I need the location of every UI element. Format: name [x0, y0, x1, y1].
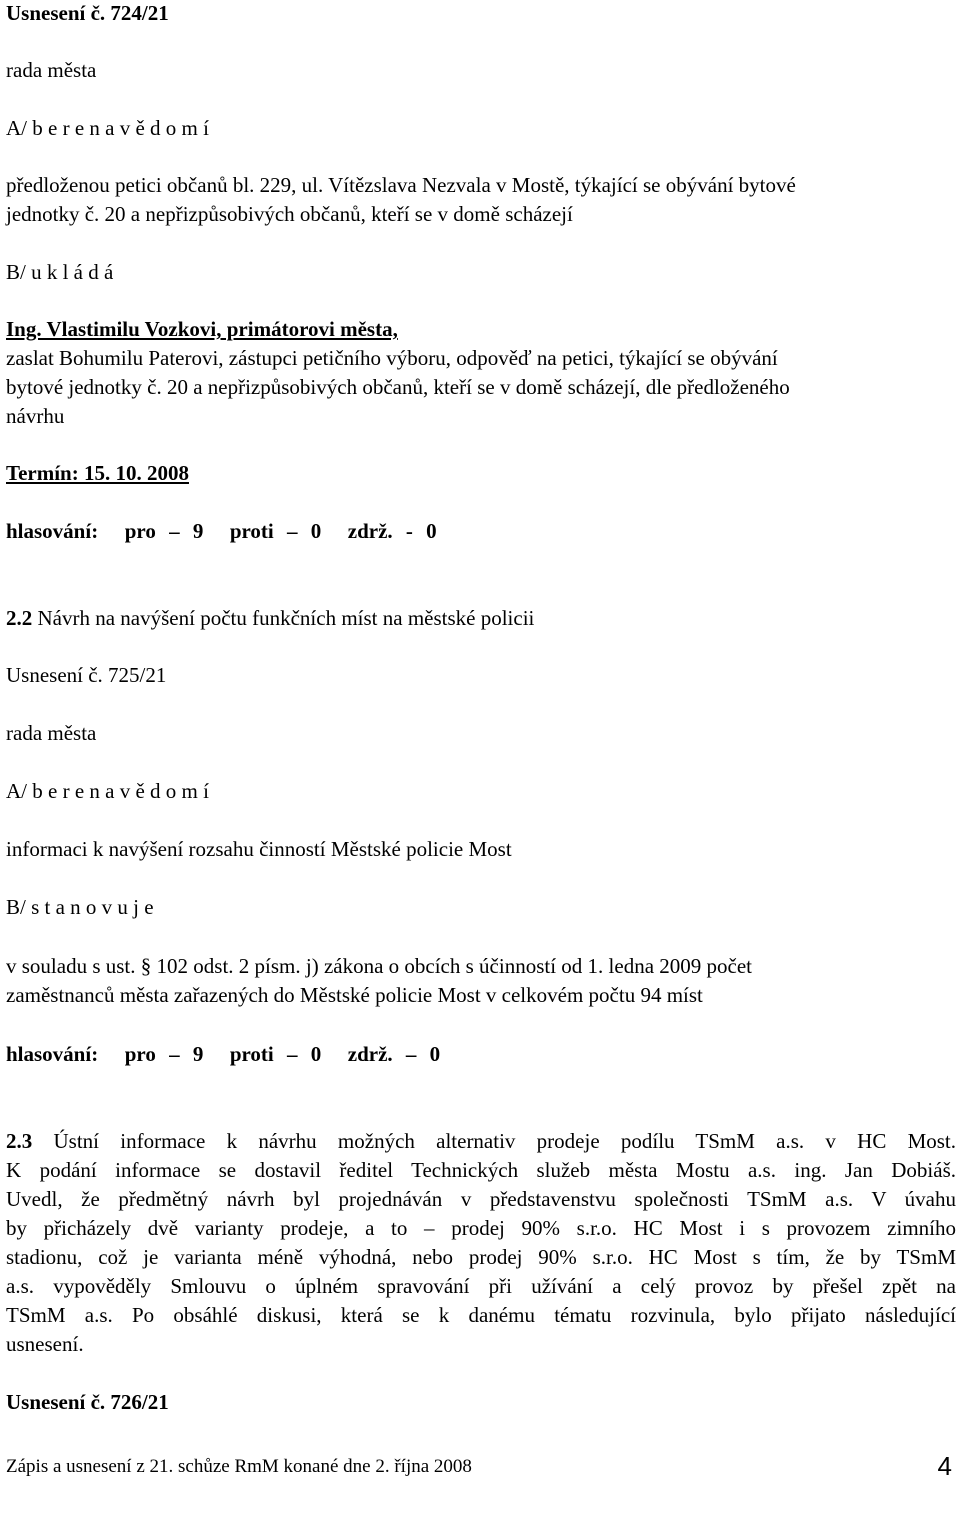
resolution-724-a-label: A/ b e r e n a v ě d o m í: [6, 116, 209, 140]
resolution-724-b-text-2: bytové jednotky č. 20 a nepřizpůsobivých občanů, kteří se v domě scházejí, dle předloženého: [6, 375, 790, 399]
section-2-3-line-6: a.s. vypověděly Smlouvu o úplném spravování při užívání a celý provoz by přešel zpět na: [6, 1274, 956, 1298]
resolution-724-a-text-2: jednotky č. 20 a nepřizpůsobivých občanů, kteří se v domě scházejí: [6, 202, 573, 226]
resolution-724-b-text-3: návrhu: [6, 404, 65, 428]
resolution-725-title: Usnesení č. 725/21: [6, 663, 167, 687]
resolution-725-b-label: B/ s t a n o v u j e: [6, 895, 154, 919]
page-number: 4: [937, 1451, 952, 1481]
section-2-3-line-8: usnesení.: [6, 1332, 84, 1356]
section-2-3-line-1: [6, 1127, 956, 1156]
resolution-724-body: rada města: [6, 58, 97, 82]
section-2-3-line-2: K podání informace se dostavil ředitel Technických služeb města Mostu a.s. ing. Jan Dobiáš.: [6, 1158, 956, 1182]
section-2-3-line-7: TSmM a.s. Po obsáhlé diskusi, která se k danému tématu rozvinula, bylo přijato následující: [6, 1303, 956, 1327]
section-2-3-number: 2.3: [6, 1129, 33, 1153]
section-2-3-line-4: by přicházely dvě varianty prodeje, a to – prodej 90% s.r.o. HC Most i s provozem zimního: [6, 1216, 956, 1240]
section-2-2-heading: [6, 604, 534, 633]
paragraph-symbol: §: [140, 954, 152, 978]
resolution-725-a-text: informaci k navýšení rozsahu činností Městské policie Most: [6, 837, 512, 861]
resolution-725-b-text-prefix: v souladu s ust.: [6, 954, 141, 978]
resolution-724-b-label: B/ u k l á d á: [6, 260, 114, 284]
resolution-725-body: rada města: [6, 721, 97, 745]
resolution-725-b-text-rest: 102 odst. 2 písm. j) zákona o obcích s účinností od 1. ledna 2009 počet: [151, 954, 753, 978]
resolution-725-b-text-2: zaměstnanců města zařazených do Městské policie Most v celkovém počtu 94 míst: [6, 983, 703, 1007]
resolution-725-b-text-1: [6, 952, 752, 981]
resolution-724-deadline: Termín: 15. 10. 2008: [6, 461, 189, 485]
section-2-3-title: Ústní informace k návrhu možných alternativ prodeje podílu TSmM a.s. v HC Most.: [32, 1129, 956, 1153]
resolution-724-title: Usnesení č. 724/21: [6, 1, 169, 25]
resolution-725-vote: hlasování: pro – 9 proti – 0 zdrž. – 0: [6, 1042, 441, 1066]
resolution-725-a-label: A/ b e r e n a v ě d o m í: [6, 779, 209, 803]
section-2-2-title: Návrh na navýšení počtu funkčních míst na městské policii: [32, 606, 535, 630]
resolution-724-b-text-1: zaslat Bohumilu Paterovi, zástupci petičního výboru, odpověď na petici, týkající se obývání: [6, 346, 778, 370]
section-2-3-line-3: Uvedl, že předmětný návrh byl projednáván v představenstvu společnosti TSmM a.s. V úvahu: [6, 1187, 956, 1211]
page-footer: Zápis a usnesení z 21. schůze RmM konané dne 2. října 2008: [6, 1456, 472, 1477]
resolution-724-b-person: Ing. Vlastimilu Vozkovi, primátorovi města,: [6, 317, 398, 341]
resolution-724-a-text-1: předloženou petici občanů bl. 229, ul. Vítězslava Nezvala v Mostě, týkající se obývání bytové: [6, 173, 796, 197]
section-2-2-number: 2.2: [6, 606, 33, 630]
section-2-3-line-5: stadionu, což je varianta méně výhodná, nebo prodej 90% s.r.o. HC Most s tím, že by TSmM: [6, 1245, 956, 1269]
resolution-724-vote: hlasování: pro – 9 proti – 0 zdrž. - 0: [6, 519, 437, 543]
resolution-726-title: Usnesení č. 726/21: [6, 1390, 169, 1414]
